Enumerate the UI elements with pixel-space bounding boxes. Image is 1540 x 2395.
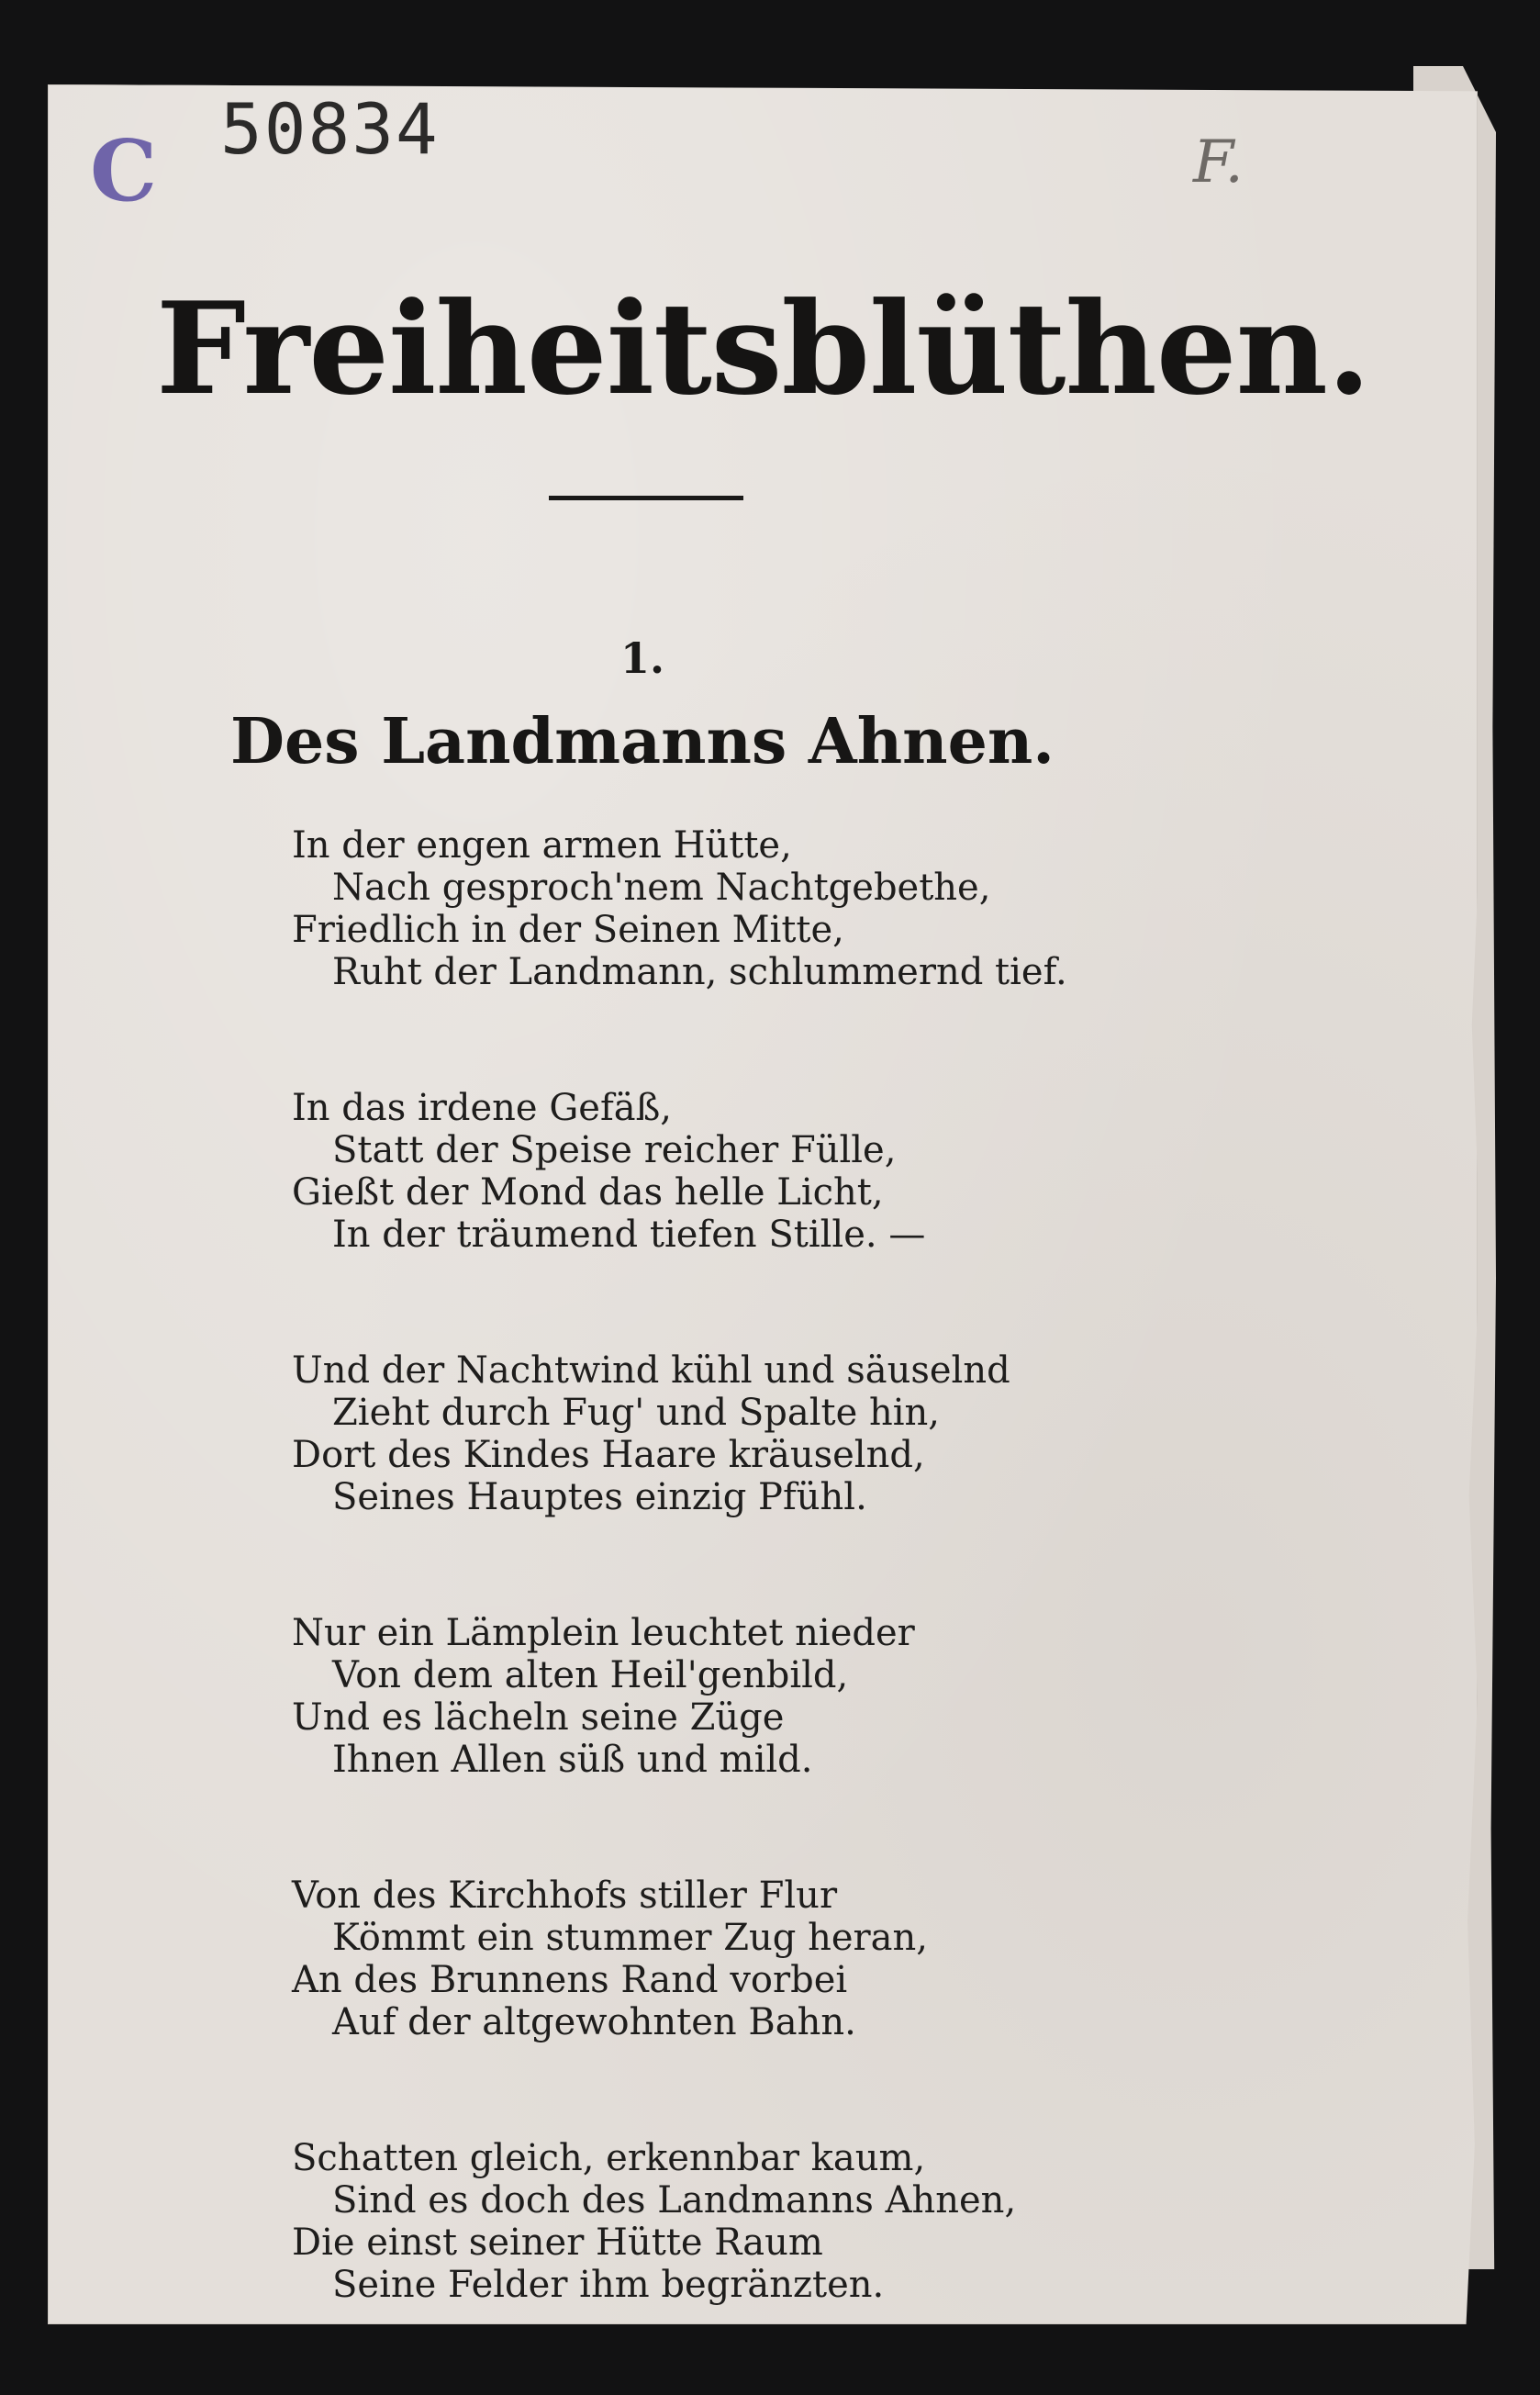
- verse-line: Ihnen Allen süß und mild.: [332, 1739, 813, 1781]
- verse-line: Seines Hauptes einzig Pfühl.: [332, 1476, 867, 1518]
- verse-line: Kömmt ein stummer Zug heran,: [332, 1917, 928, 1959]
- verse-line: In der träumend tiefen Stille. —: [332, 1214, 926, 1256]
- verse-line: Schatten gleich, erkennbar kaum,: [292, 2137, 926, 2179]
- stanza: [292, 1612, 1026, 1781]
- verse-line: In das irdene Gefäß,: [292, 1087, 673, 1129]
- stanza: [292, 824, 1067, 993]
- verse-line: Nur ein Lämplein leuchtet nieder: [292, 1612, 915, 1654]
- stanza: [292, 1875, 1026, 2043]
- stanza: [292, 1349, 1026, 1518]
- verse-line: Von des Kirchhofs stiller Flur: [292, 1875, 838, 1917]
- verse-line: An des Brunnens Rand vorbei: [292, 1959, 848, 2001]
- verse-line: Gießt der Mond das helle Licht,: [292, 1171, 884, 1214]
- title-divider: [549, 496, 743, 500]
- catalog-number: 50834: [220, 88, 440, 170]
- stanza: [292, 2137, 1026, 2306]
- poem-number: 1.: [619, 633, 665, 683]
- verse-line: Die einst seiner Hütte Raum: [292, 2222, 823, 2264]
- verse-line: Und es lächeln seine Züge: [292, 1696, 785, 1739]
- verse-line: Seine Felder ihm begränzten.: [332, 2264, 885, 2306]
- verse-line: Und der Nachtwind kühl und säuselnd: [292, 1349, 1010, 1392]
- verse-line: Friedlich in der Seinen Mitte,: [292, 909, 844, 951]
- verse-line: Dort des Kindes Haare kräuselnd,: [292, 1434, 925, 1476]
- verse-line: Statt der Speise reicher Fülle,: [332, 1129, 897, 1171]
- stanza: [292, 1087, 1026, 1256]
- poem-title: Des Landmanns Ahnen.: [230, 705, 1055, 778]
- verse-line: Sind es doch des Landmanns Ahnen,: [332, 2179, 1017, 2222]
- verse-line: Auf der altgewohnten Bahn.: [332, 2001, 856, 2043]
- library-stamp: C: [90, 121, 158, 220]
- pencil-annotation: F.: [1193, 129, 1244, 196]
- poem-body: [292, 824, 1067, 2395]
- verse-line: Ruht der Landmann, schlummernd tief.: [332, 951, 1067, 993]
- document-title: Freiheitsblüthen.: [156, 274, 1370, 423]
- verse-line: Von dem alten Heil'genbild,: [332, 1654, 849, 1696]
- verse-line: Nach gesproch'nem Nachtgebethe,: [332, 867, 991, 909]
- verse-line: In der engen armen Hütte,: [292, 824, 792, 867]
- verse-line: Zieht durch Fug' und Spalte hin,: [332, 1392, 940, 1434]
